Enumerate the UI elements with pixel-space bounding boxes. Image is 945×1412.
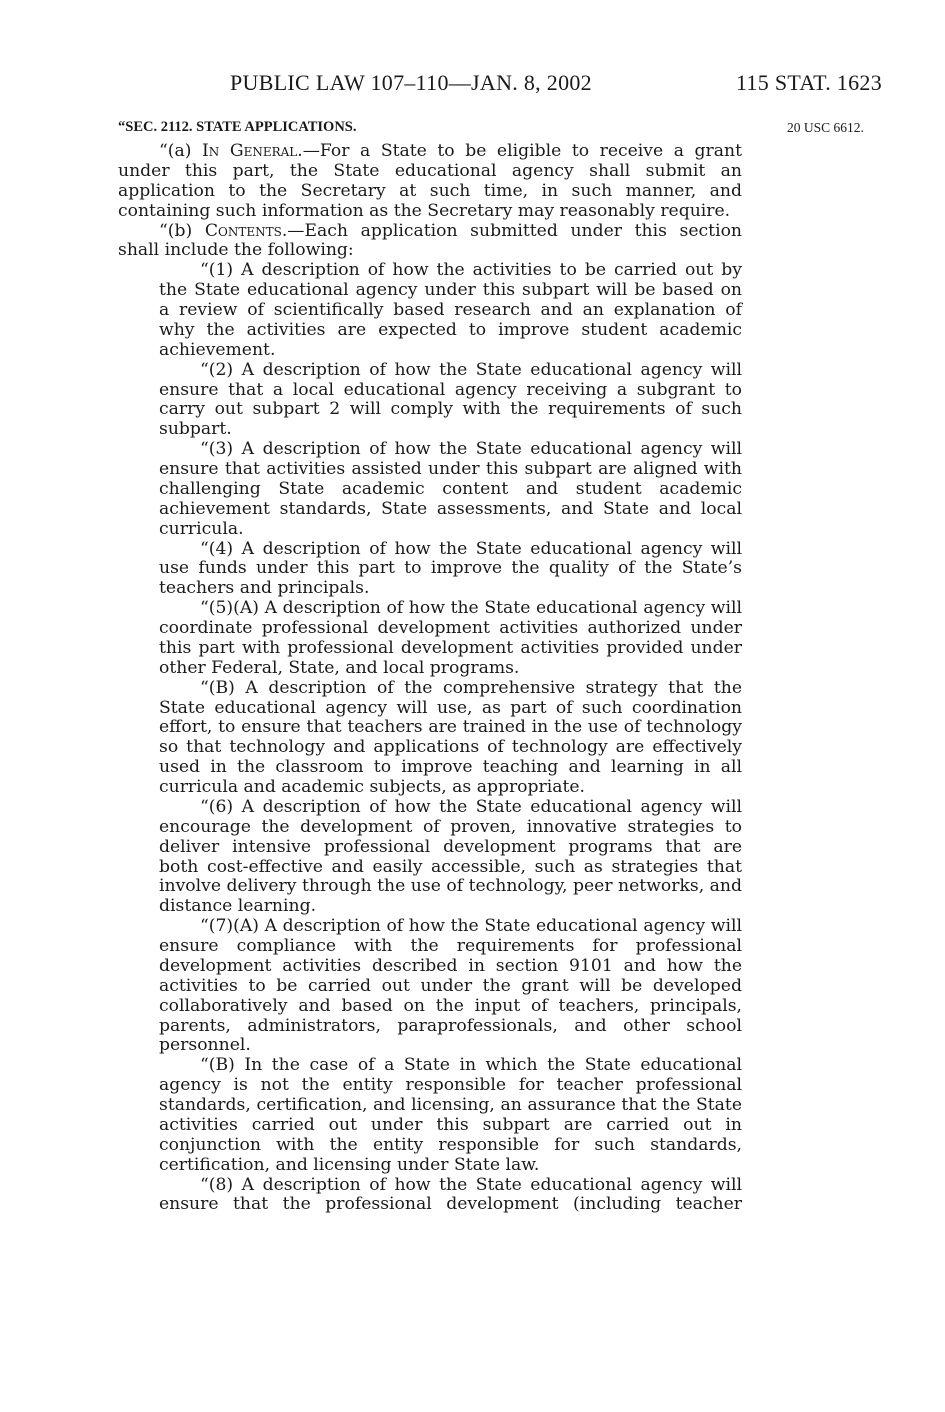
paragraph-6: “(6) A description of how the State educational agency will encourage the development of proven, innovative strategies to deliver intensive professional development programs that are both cost-effective and easily accessible, such as strategies that involve delivery through the use of technology, peer networks, and distance learning. (159, 796, 742, 917)
subsection-heading: In General. (202, 141, 303, 161)
law-title: PUBLIC LAW 107–110—JAN. 8, 2002 (230, 70, 592, 95)
paragraph-3: “(3) A description of how the State educational agency will ensure that activities assisted under this subpart are aligned with challenging State academic content and student academic achievement standards, State assessments, and State and local curricula. (159, 439, 742, 539)
paragraph-7b: “(B) In the case of a State in which the State educational agency is not the entity responsible for teacher professional standards, certification, and licensing, an assurance that the State activities carried out under this subpart are carried out in conjunction with the entity responsible for such standards, certification, and licensing under State law. (159, 1055, 742, 1175)
paragraph-4: “(4) A description of how the State educational agency will use funds under this part to improve the quality of the State’s teachers and principals. (159, 538, 742, 599)
paragraph-1: “(1) A description of how the activities to be carried out by the State educational agency under this subpart will be based on a review of scientifically based research and an explanation of why the activities are expected to improve student academic achievement. (159, 260, 742, 360)
usc-margin-note: 20 USC 6612. (787, 120, 864, 135)
paragraph-5b: “(B) A description of the comprehensive strategy that the State educational agency will use, as part of such coordination effort, to ensure that teachers are trained in the use of technology so that technology and applications of technology are effectively used in the classroom to improve teaching and learning in all curricula and academic subjects, as appropriate. (159, 677, 742, 797)
paragraph-8: “(8) A description of how the State educational agency will ensure that the professional development (including teacher (159, 1174, 742, 1215)
stat-page-number: 115 STAT. 1623 (735, 70, 882, 95)
paragraph-7a: “(7)(A) A description of how the State educational agency will ensure compliance with the requirements for professional development activities described in section 9101 and how the activities to be carried out under the grant will be developed collaboratively and based on the input of teachers, principals, parents, administrators, paraprofessionals, and other school personnel. (159, 916, 742, 1056)
subsection-heading: Contents. (204, 220, 288, 241)
paragraph-b: “(b) Contents.—Each application submitted under this section shall include the following: (118, 220, 742, 261)
section-heading: “SEC. 2112. STATE APPLICATIONS. (118, 119, 357, 135)
paragraph-a: “(a) In General.—For a State to be eligible to receive a grant under this part, the State educational agency shall submit an application to the Secretary at such time, in such manner, and containing such information as the Secretary may reasonably require. (118, 141, 742, 221)
page-header (118, 70, 888, 100)
paragraph-2: “(2) A description of how the State educational agency will ensure that a local educational agency receiving a subgrant to carry out subpart 2 will comply with the requirements of such subpart. (159, 359, 742, 440)
paragraph-5a: “(5)(A) A description of how the State educational agency will coordinate professional development activities authorized under this part with professional development activities provided under other Federal, State, and local programs. (159, 598, 742, 678)
document-body (118, 142, 742, 1215)
